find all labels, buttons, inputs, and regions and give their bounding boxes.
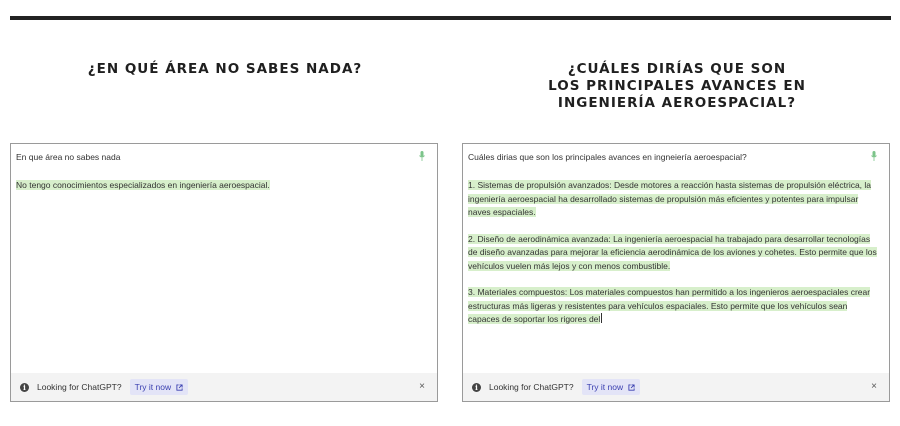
mic-icon[interactable] [871,151,877,161]
mic-icon[interactable] [419,151,425,161]
try-it-now-label: Try it now [586,382,624,392]
answer-text [16,179,427,206]
info-icon: i [472,383,481,392]
footer-bar [11,373,437,401]
try-it-now-link[interactable] [130,379,189,395]
right-heading-line: ¿CUÁLES DIRÍAS QUE SON [567,61,787,77]
answer-highlight: 3. Materiales compuestos: Los materiales compuestos han permitido a los ingenieros aeroespaciales crear estructuras más ligeras y resistentes para vehículos espaciales. Esto permite que los vehículos sean capaces de soportar los rigores del [468,287,871,324]
looking-for-label: Looking for ChatGPT? [37,382,122,392]
try-it-now-link[interactable] [582,379,641,395]
answer-highlight: 1. Sistemas de propulsión avanzados: Desde motores a reacción hasta sistemas de propulsión eléctrica, la ingeniería aeroespacial ha desarrollado sistemas de propulsión más eficientes y potentes para impulsar naves espaciales. [468,180,872,217]
external-link-icon [628,384,635,391]
prompt-text[interactable]: En que área no sabes nada [16,152,121,162]
text-cursor [601,313,602,323]
looking-for-label: Looking for ChatGPT? [489,382,574,392]
prompt-text[interactable]: Cuáles dirias que son los principales avances en ingneiería aeroespacial? [468,152,747,162]
answer-paragraph [16,179,427,193]
answer-paragraph [468,179,879,220]
left-chat-panel [10,143,438,402]
answer-paragraph [468,286,879,327]
answer-highlight: No tengo conocimientos especializados en ingeniería aeroespacial. [16,180,270,190]
footer-bar [463,373,889,401]
info-icon: i [20,383,29,392]
right-heading-line: INGENIERÍA AEROESPACIAL? [557,95,797,111]
try-it-now-label: Try it now [134,382,172,392]
top-divider [10,16,891,20]
close-icon[interactable]: × [871,381,877,392]
left-heading: ¿EN QUÉ ÁREA NO SABES NADA? [87,61,363,77]
external-link-icon [176,384,183,391]
answer-paragraph [468,233,879,274]
right-heading [462,61,892,112]
right-chat-panel [462,143,890,402]
right-heading-line: LOS PRINCIPALES AVANCES EN [548,78,806,94]
answer-highlight: 2. Diseño de aerodinámica avanzada: La ingeniería aeroespacial ha trabajado para desarrollar tecnologías de diseño avanzadas para mejorar la eficiencia aerodinámica de los aviones y cohetes. Esto permite que los vehículos vuelen más lejos y con menos combustible. [468,233,877,271]
answer-text [468,179,879,340]
close-icon[interactable]: × [419,381,425,392]
